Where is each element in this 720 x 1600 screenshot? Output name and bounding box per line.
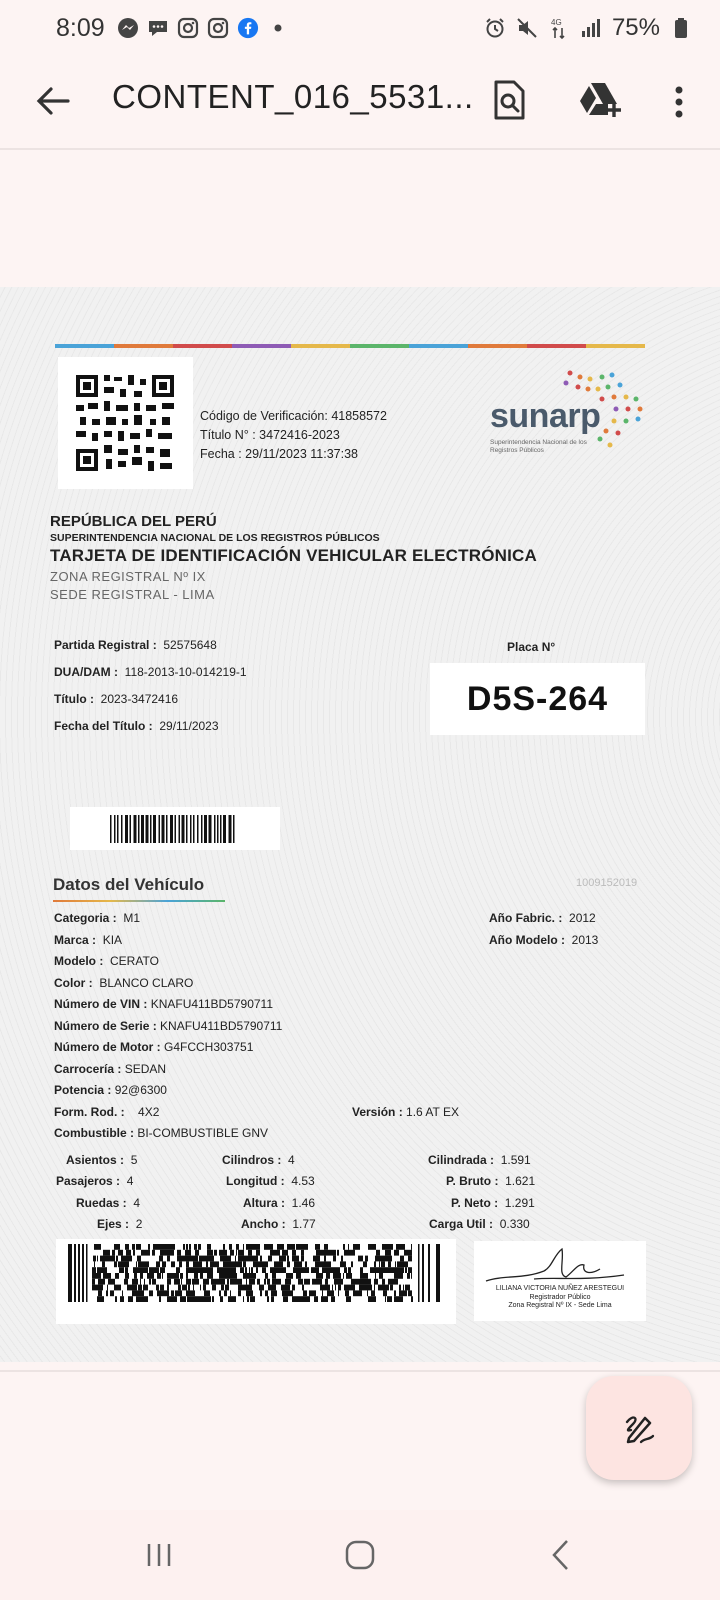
dua-dam: DUA/DAM : 118-2013-10-014219-1 xyxy=(54,665,247,679)
categoria: Categoria : M1 xyxy=(54,911,141,925)
verification-code: Código de Verificación: 41858572 xyxy=(200,409,387,423)
document-divider xyxy=(0,1370,720,1372)
signer-zone: Zona Registral Nº IX - Sede Lima xyxy=(508,1302,612,1309)
document-title: CONTENT_016_5531... xyxy=(112,78,474,115)
ejes: Ejes : 2 xyxy=(97,1217,143,1231)
peso-bruto: P. Bruto : 1.621 xyxy=(446,1174,536,1188)
document-page[interactable] xyxy=(0,287,720,1362)
more-options-button[interactable] xyxy=(664,76,694,128)
carroceria: Carrocería : SEDAN xyxy=(54,1062,167,1076)
numero-serie: Número de Serie : KNAFU411BD5790711 xyxy=(54,1019,283,1033)
document-number: 1009152019 xyxy=(576,877,638,889)
app-bar-divider xyxy=(0,148,720,150)
mute-icon xyxy=(516,17,538,39)
svg-text:4G: 4G xyxy=(550,18,562,27)
registry-zone: ZONA REGISTRAL Nº IX xyxy=(50,569,206,584)
instagram-icon xyxy=(207,17,229,39)
version: Versión : 1.6 AT EX xyxy=(352,1105,459,1119)
signer-role: Registrador Público xyxy=(529,1293,591,1301)
search-in-document-button[interactable] xyxy=(484,74,534,126)
ruedas: Ruedas : 4 xyxy=(76,1196,141,1210)
add-to-drive-button[interactable] xyxy=(572,74,628,126)
signer-name: LILIANA VICTORIA NUÑEZ ARESTEGUI xyxy=(495,1285,625,1292)
marca: Marca : KIA xyxy=(54,933,123,947)
qr-code xyxy=(58,357,193,489)
cilindros: Cilindros : 4 xyxy=(222,1153,295,1167)
vehicle-data-title: Datos del Vehículo xyxy=(53,875,205,894)
system-icons xyxy=(484,14,692,42)
asientos: Asientos : 5 xyxy=(66,1153,138,1167)
color-stripe xyxy=(55,344,645,348)
chevron-left-icon xyxy=(549,1538,573,1572)
signature-block xyxy=(474,1241,646,1321)
verification-info xyxy=(200,407,387,464)
verification-fecha: Fecha : 29/11/2023 11:37:38 xyxy=(200,447,358,461)
edit-pen-icon xyxy=(619,1408,659,1448)
registry-seat: SEDE REGISTRAL - LIMA xyxy=(50,587,215,602)
title-underline xyxy=(53,900,225,902)
alarm-icon xyxy=(484,17,506,39)
instagram-icon xyxy=(177,17,199,39)
fecha-titulo: Fecha del Título : 29/11/2023 xyxy=(54,719,219,733)
cilindrada: Cilindrada : 1.591 xyxy=(428,1153,531,1167)
republic-title: REPÚBLICA DEL PERÚ xyxy=(50,513,217,530)
titulo: Título : 2023-3472416 xyxy=(54,692,179,706)
home-icon xyxy=(343,1538,377,1572)
system-nav-bar xyxy=(0,1510,720,1600)
recents-icon xyxy=(144,1540,174,1570)
search-document-icon xyxy=(492,80,526,120)
signature-text xyxy=(480,1285,640,1311)
anio-modelo: Año Modelo : 2013 xyxy=(489,933,599,947)
altura: Altura : 1.46 xyxy=(243,1196,316,1210)
home-button[interactable] xyxy=(335,1530,385,1580)
pdf417-barcode xyxy=(56,1239,456,1324)
modelo: Modelo : CERATO xyxy=(54,954,159,968)
signal-icon xyxy=(580,17,602,39)
ancho: Ancho : 1.77 xyxy=(241,1217,316,1231)
color: Color : BLANCO CLARO xyxy=(54,976,194,990)
app-bar xyxy=(0,56,720,148)
dot-icon xyxy=(267,17,289,39)
anio-fabricacion: Año Fabric. : 2012 xyxy=(489,911,596,925)
document-header xyxy=(50,513,537,602)
plate-number: D5S-264 xyxy=(430,663,645,735)
verification-titulo: Título N° : 3472416-2023 xyxy=(200,428,340,442)
sunarp-logo xyxy=(490,367,660,467)
messenger-icon xyxy=(117,17,139,39)
sunarp-wordmark: sunarp xyxy=(490,397,601,435)
arrow-left-icon xyxy=(36,86,70,116)
form-rod: Form. Rod. : 4X2 xyxy=(54,1105,160,1119)
battery-percent: 75% xyxy=(611,14,660,41)
chat-icon xyxy=(147,17,169,39)
annotate-button[interactable] xyxy=(586,1376,692,1480)
partida-registral: Partida Registral : 52575648 xyxy=(54,638,217,652)
back-button[interactable] xyxy=(30,78,76,124)
plate-label: Placa N° xyxy=(507,640,556,654)
status-bar xyxy=(0,0,720,56)
drive-add-icon xyxy=(578,81,622,119)
peso-neto: P. Neto : 1.291 xyxy=(451,1196,535,1210)
barcode xyxy=(70,807,280,850)
status-time: 8:09 xyxy=(56,13,105,42)
notification-icons xyxy=(117,17,289,39)
numero-motor: Número de Motor : G4FCCH303751 xyxy=(54,1040,254,1054)
signature-icon xyxy=(474,1241,646,1287)
sunarp-subtitle: Superintendencia Nacional de los Registros Públicos xyxy=(490,439,587,454)
pasajeros: Pasajeros : 4 xyxy=(56,1174,134,1188)
longitud: Longitud : 4.53 xyxy=(226,1174,315,1188)
agency-name: SUPERINTENDENCIA NACIONAL DE LOS REGISTROS PÚBLICOS xyxy=(50,532,380,544)
recent-apps-button[interactable] xyxy=(134,1530,184,1580)
battery-icon xyxy=(670,17,692,39)
combustible: Combustible : BI-COMBUSTIBLE GNV xyxy=(54,1126,269,1140)
data-icon xyxy=(548,17,570,39)
carga-util: Carga Util : 0.330 xyxy=(429,1217,530,1231)
potencia: Potencia : 92@6300 xyxy=(54,1083,167,1097)
system-back-button[interactable] xyxy=(536,1530,586,1580)
numero-vin: Número de VIN : KNAFU411BD5790711 xyxy=(54,997,273,1011)
more-vert-icon xyxy=(674,85,684,119)
facebook-icon xyxy=(237,17,259,39)
card-title: TARJETA DE IDENTIFICACIÓN VEHICULAR ELECTRÓNICA xyxy=(50,546,537,565)
